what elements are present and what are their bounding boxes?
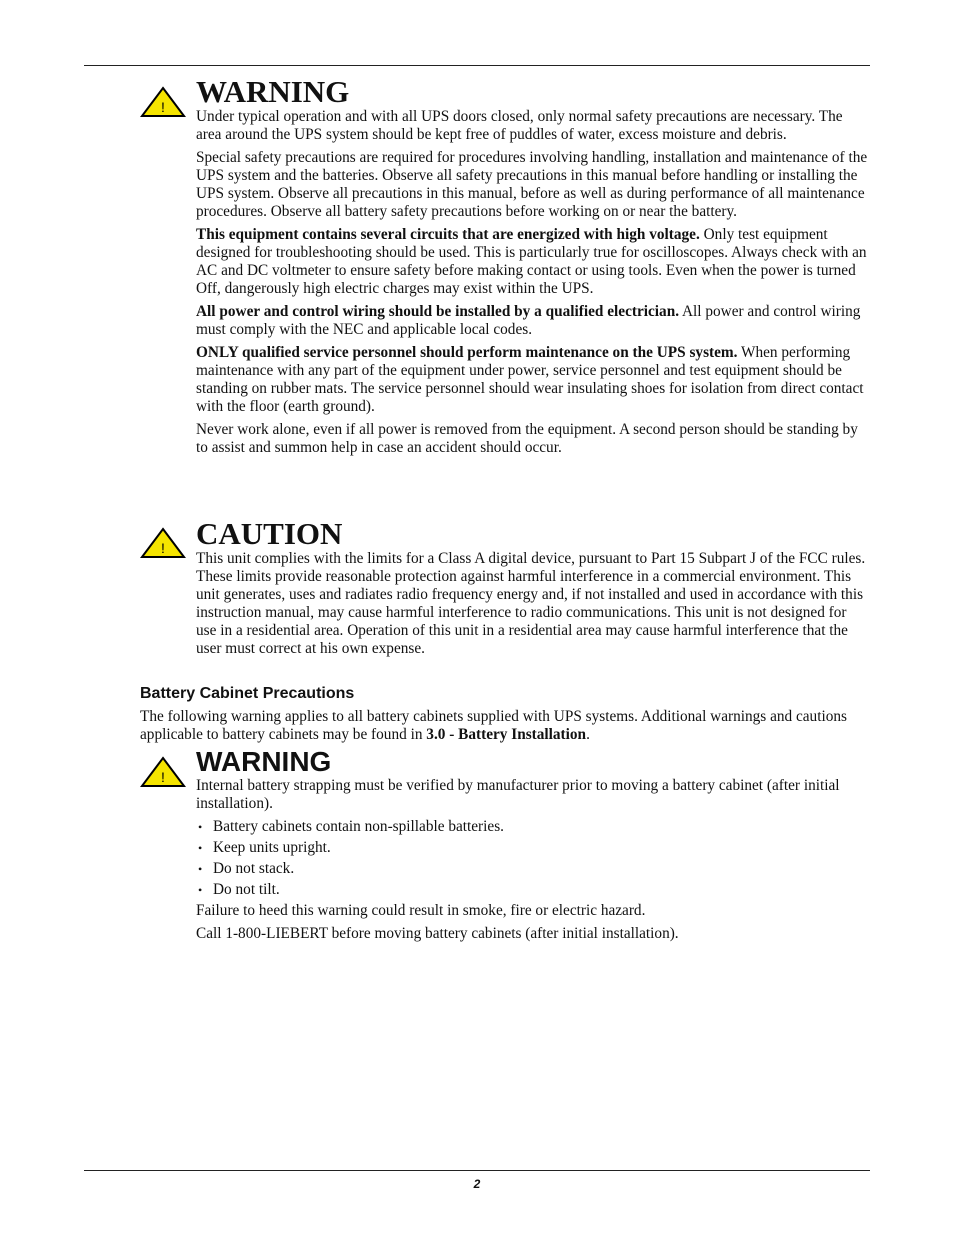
list-item: • Keep units upright. bbox=[198, 839, 331, 856]
warning-paragraph: Never work alone, even if all power is removed from the equipment. A second person should be standing by to assist and summon help in case an accident should occur. bbox=[196, 421, 858, 456]
warning-block-2 bbox=[196, 747, 870, 948]
warning-paragraph: Call 1-800-LIEBERT before moving battery cabinets (after initial installation). bbox=[196, 925, 679, 942]
svg-text:!: ! bbox=[161, 99, 165, 115]
footer-rule bbox=[84, 1170, 870, 1171]
list-item: • Battery cabinets contain non-spillable batteries. bbox=[198, 818, 504, 835]
warning-paragraph: Internal battery strapping must be verified by manufacturer prior to moving a battery cabinet (after initial installation). bbox=[196, 777, 840, 812]
section-heading: Battery Cabinet Precautions bbox=[140, 685, 355, 702]
warning-bullet-list bbox=[196, 818, 870, 899]
list-item: • Do not stack. bbox=[198, 860, 295, 877]
warning-heading: WARNING bbox=[196, 746, 332, 777]
warning-paragraph: Failure to heed this warning could result in smoke, fire or electric hazard. bbox=[196, 902, 646, 919]
caution-heading: CAUTION bbox=[196, 516, 343, 551]
list-item: • Do not tilt. bbox=[198, 881, 280, 898]
warning-paragraph: This equipment contains several circuits that are energized with high voltage. Only test equipment designed for troubleshooting should be used. This is particularly true for oscilloscopes. Always check with an AC and DC voltmeter to ensure safety before making contact or using tools. Even when the power is turned Off, dangerously high electric charges may exist within the UPS. bbox=[196, 226, 867, 297]
page-number: 2 bbox=[473, 1177, 481, 1191]
warning-heading: WARNING bbox=[196, 74, 350, 109]
warning-paragraph: All power and control wiring should be installed by a qualified electrician. All power and control wiring must comply with the NEC and applicable local codes. bbox=[196, 303, 861, 338]
warning-triangle-icon bbox=[140, 756, 186, 788]
caution-triangle-icon bbox=[140, 527, 186, 559]
caution-paragraph: This unit complies with the limits for a Class A digital device, pursuant to Part 15 Subpart J of the FCC rules. These limits provide reasonable protection against harmful interference in a commercial environment. This unit generates, uses and radiates radio frequency energy and, if not installed and used in accordance with this instruction manual, may cause harmful interference to radio communications. This unit is not designed for use in a residential area. Operation of this unit in a residential area may cause harmful interference that the user must correct at his own expense. bbox=[196, 550, 866, 657]
warning-block-1 bbox=[196, 76, 870, 462]
svg-text:!: ! bbox=[161, 769, 165, 785]
warning-paragraph: Under typical operation and with all UPS doors closed, only normal safety precautions are necessary. The area around the UPS system should be kept free of puddles of water, excess moisture and debris. bbox=[196, 108, 843, 143]
svg-text:!: ! bbox=[161, 540, 165, 556]
warning-triangle-icon bbox=[140, 86, 186, 118]
warning-paragraph: ONLY qualified service personnel should perform maintenance on the UPS system. When performing maintenance with any part of the equipment under power, service personnel and test equipment should be standing on rubber mats. The service personnel should wear insulating shoes for isolation from direct contact with the floor (earth ground). bbox=[196, 344, 864, 415]
warning-paragraph: Special safety precautions are required for procedures involving handling, installation and maintenance of the UPS system and the batteries. Observe all safety precautions in this manual before handling or installing the UPS system. Observe all precautions in this manual, before as well as during performance of all maintenance procedures. Observe all battery safety precautions before working on or near the battery. bbox=[196, 149, 868, 220]
caution-block bbox=[196, 518, 870, 663]
section-intro: The following warning applies to all battery cabinets supplied with UPS systems. Additional warnings and cautions applicable to battery cabinets may be found in 3.0 - Battery Installation. bbox=[140, 708, 847, 743]
header-rule bbox=[84, 65, 870, 66]
